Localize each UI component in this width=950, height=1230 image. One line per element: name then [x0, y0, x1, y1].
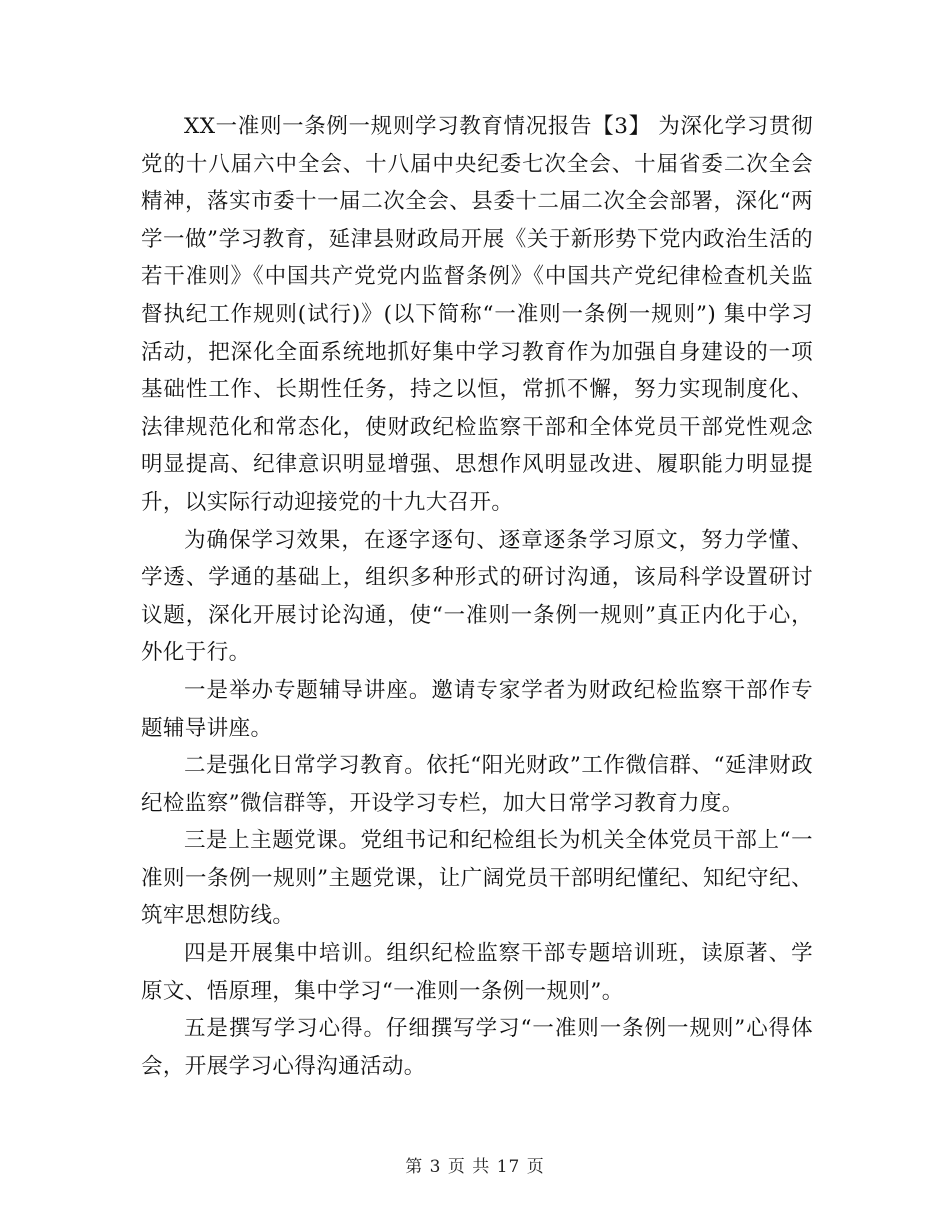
paragraph-item-4: 四是开展集中培训。组织纪检监察干部专题培训班，读原著、学原文、悟原理，集中学习“一准则一条例一规则”。	[141, 941, 813, 1004]
paragraph-item-2: 二是强化日常学习教育。依托“阳光财政”工作微信群、“延津财政纪检监察”微信群等，开设学习专栏，加大日常学习教育力度。	[141, 753, 813, 816]
paragraph-intro: XX一准则一条例一规则学习教育情况报告【3】 为深化学习贯彻党的十八届六中全会、十八届中央纪委七次全会、十届省委二次全会精神，落实市委十一届二次全会、县委十二届二次全会部署，深化“两学一做”学习教育，延津县财政局开展《关于新形势下党内政治生活的若干准则》《中国共产党党内监督条例》《中国共产党纪律检查机关监督执纪工作规则(试行)》(以下简称“一准则一条例一规则”) 集中学习活动，把深化全面系统地抓好集中学习教育作为加强自身建设的一项基础性工作、长期性任务，持之以恒，常抓不懈，努力实现制度化、法律规范化和常态化，使财政纪检监察干部和全体党员干部党性观念明显提高、纪律意识明显增强、思想作风明显改进、履职能力明显提升，以实际行动迎接党的十九大召开。	[141, 114, 813, 515]
paragraph-item-5: 五是撰写学习心得。仔细撰写学习“一准则一条例一规则”心得体会，开展学习心得沟通活动。	[141, 1016, 813, 1079]
paragraph-effect: 为确保学习效果，在逐字逐句、逐章逐条学习原文，努力学懂、学透、学通的基础上，组织多种形式的研讨沟通，该局科学设置研讨议题，深化开展讨论沟通，使“一准则一条例一规则”真正内化于心，外化于行。	[141, 527, 813, 666]
document-body	[141, 108, 813, 1085]
page-number: 第 3 页 共 17 页	[405, 1157, 545, 1177]
paragraph-item-3: 三是上主题党课。党组书记和纪检组长为机关全体党员干部上“一准则一条例一规则”主题党课，让广阔党员干部明纪懂纪、知纪守纪、筑牢思想防线。	[141, 828, 813, 929]
paragraph-item-1: 一是举办专题辅导讲座。邀请专家学者为财政纪检监察干部作专题辅导讲座。	[141, 677, 813, 741]
